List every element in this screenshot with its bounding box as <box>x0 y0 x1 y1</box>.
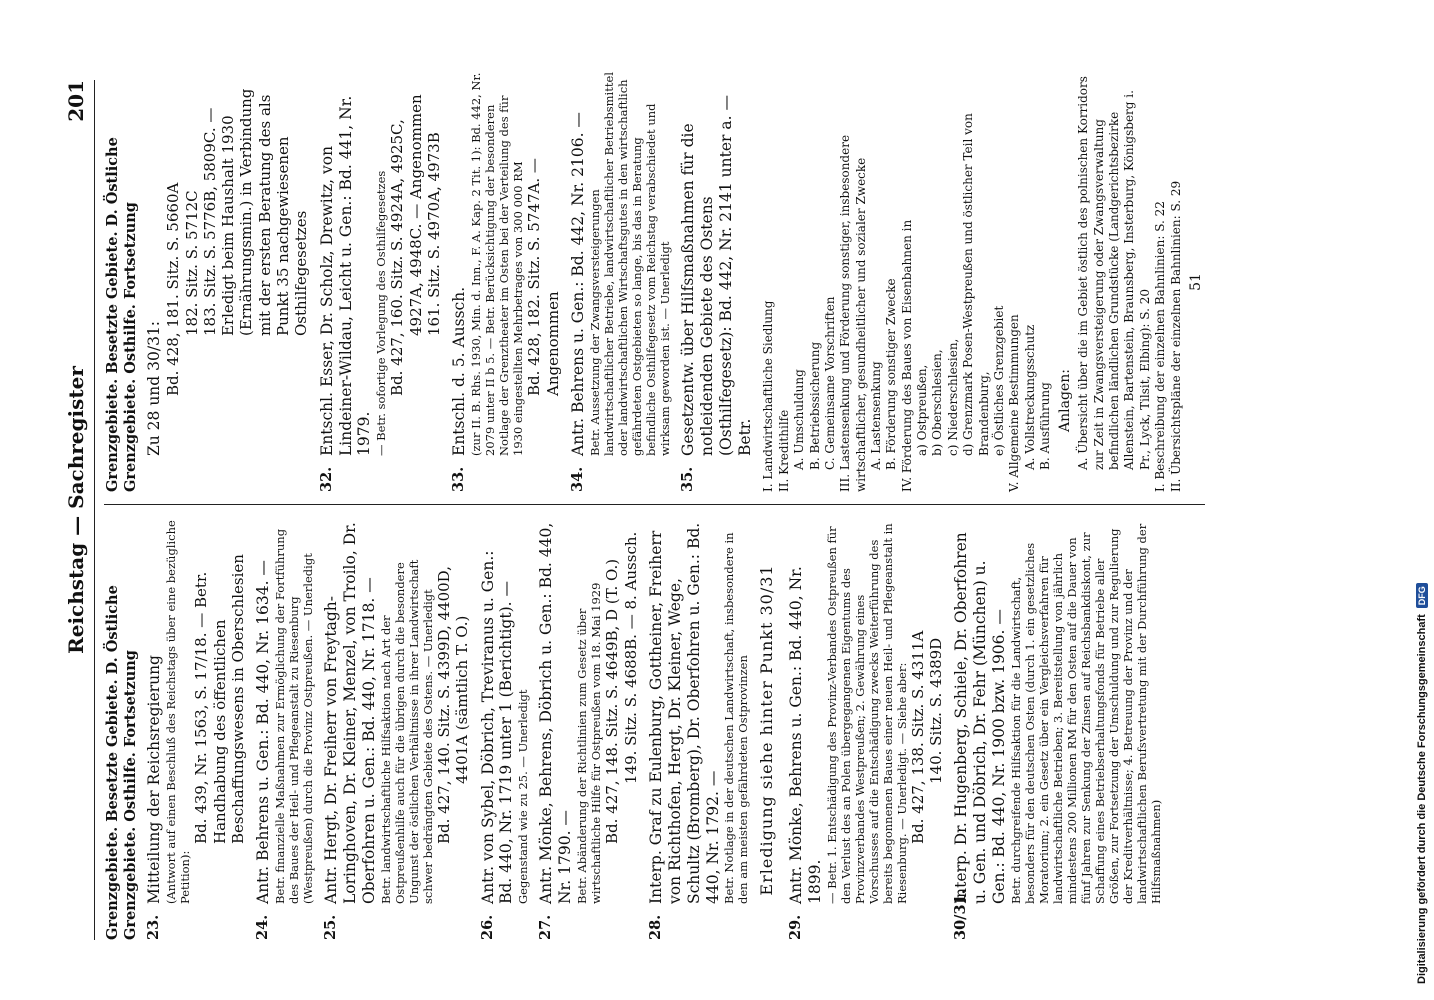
entry-body <box>450 72 562 456</box>
entry-title: Antr. von Sybel, Döbrich, Treviranus u. Gen.: Bd. 440, Nr. 1719 unter 1 (Berichtigt). — <box>478 550 516 904</box>
outline-item: B. Förderung sonstiger Zwecke <box>884 278 899 470</box>
entry-note: Betr. Notlage in der deutschen Landwirtschaft, insbesondere in den am meisten gefährdeten Ostprovinzen <box>722 532 751 904</box>
entry-title: Antr. Behrens u. Gen.: Bd. 440, Nr. 1634. — <box>254 560 273 904</box>
left-column <box>104 520 1170 940</box>
outline-item: II. Kredithilfe <box>776 409 791 492</box>
entry-title: Mitteilung der Reichsregierung <box>145 655 164 904</box>
outline-item: V. Allgemeine Bestimmungen <box>1007 314 1022 492</box>
entry-title: Antr. Behrens u. Gen.: Bd. 442, Nr. 2106. — <box>568 112 587 456</box>
entry-title: Antr. Hergt, Dr. Freiherr von Freytagh-Loringhoven, Dr. Kleiner, Menzel, von Troilo, Dr. Oberfohren u. Gen.: Bd. 440, Nr. 1718. — <box>322 522 378 904</box>
right-entries <box>145 72 754 492</box>
right-column-heading: Grenzgebiete. Besetzte Gebiete. D. Östliche Grenzgebiete. Osthilfe. Fortsetzung <box>104 137 139 492</box>
dfg-logo: DFG <box>1416 583 1428 608</box>
register-entry <box>450 72 562 492</box>
entry-number: 27. <box>537 914 555 940</box>
entry-body <box>679 72 755 456</box>
entry-number: 25. <box>322 914 340 940</box>
anlagen-list <box>1076 72 1184 492</box>
entry-reference: Bd. 428, 182. Sitz. S. 5747A. — Angenommen <box>525 158 562 396</box>
outline-item: c) Niederschlesien, <box>945 338 960 456</box>
outline-item: II. Übersichtspläne der einzelnen Bahnlinien: S. 29 <box>1168 180 1183 492</box>
entry-number <box>145 456 310 492</box>
entry-reference: 4401A (sämtlich T. O.) <box>453 615 472 784</box>
entry-number: 23. <box>145 914 163 940</box>
outline-item: B. Betriebssicherung <box>807 341 822 470</box>
entry-number: 33. <box>450 466 468 492</box>
register-entry <box>952 520 1163 940</box>
digitization-credit <box>1416 583 1428 984</box>
outline-item: a) Ostpreußen, <box>915 364 930 456</box>
credit-text: Digitalisierung gefördert durch die Deutsche Forschungsgemeinschaft <box>1416 614 1428 984</box>
entry-number: 32. <box>317 466 335 492</box>
entry-reference: 182. Sitz. S. 5712C <box>182 190 201 336</box>
outline-item: A. Übersicht über die im Gebiet östlich des polnischen Korridors zur Zeit in Zwangsversteigerung oder Zwangsverwaltung befindlichen ländlichen Grundstücke (Landgerichtsbezirke Allenstein, Bartenstein, Braunsberg, Insterburg, Königsberg i. Pr., Lyck, Tilsit, Elbing): S. 20 <box>1076 76 1152 470</box>
page-number: 201 <box>64 80 88 122</box>
cross-reference: Erledigung siehe hinter Punkt 30/31 <box>757 564 777 896</box>
entry-note: Betr. landwirtschaftliche Hilfsaktion nach Art der Ostpreußenhilfe auch für die übrigen durch die besondere Ungunst der östlichen Verhältnisse in ihrer Landwirtschaft schwer bedrängten Gebiete des Ostens. — Unerledigt <box>378 559 435 904</box>
entry-body <box>952 520 1163 904</box>
outline-item: IV. Förderung des Baues von Eisenbahnen in <box>899 219 914 492</box>
outline-item: e) Östliches Grenzgebiet <box>991 305 1006 456</box>
entry-title: Interp. Graf zu Eulenburg, Gottheiner, Freiherr von Richthofen, Hergt, Dr. Kleiner, Wege, Schultz (Bromberg), Dr. Oberfohren u. Gen.: Bd. 440, Nr. 1792. — <box>646 522 722 904</box>
entry-note: (zur II. B. Rhs. 1930, Min. d. Inn., F. A. Kap. 2 Tit. 1): Bd. 442, Nr. 2079 unter II b 5. — Betr. Berücksichtigung der besonderen Notlage der Grenztheater im Osten bei der Verteilung des für 1930 eingestellten Mehrbetrages von 300 000 RM <box>469 72 526 456</box>
outline-item: I. Beschreibung der einzelnen Bahnlinien: S. 22 <box>1153 201 1168 492</box>
entry-title: Gesetzentw. über Hilfsmaßnahmen für die notleidenden Gebiete des Ostens (Osthilfegesetz): Bd. 442, Nr. 2141 unter a. — Betr. <box>678 95 754 456</box>
entry-body <box>647 520 751 904</box>
outline-item: B. Ausführung <box>1037 382 1052 470</box>
law-outline <box>761 72 1053 492</box>
entry-body <box>787 520 946 904</box>
entry-number: 28. <box>646 914 664 940</box>
entry-body <box>479 520 531 904</box>
register-entry <box>647 520 751 940</box>
right-column <box>104 72 1205 505</box>
register-entry <box>479 520 531 940</box>
entry-note: (Antwort auf einen Beschluß des Reichstags über eine bezügliche Petition): <box>164 520 193 904</box>
entry-body <box>537 520 639 904</box>
entry-title: Zu 28 und 30/31: <box>145 320 164 456</box>
register-entry <box>145 72 310 492</box>
outline-item: d) Grenzmark Posen-Westpreußen und östlicher Teil von Brandenburg, <box>961 113 991 456</box>
outline-item: b) Oberschlesien, <box>930 349 945 456</box>
entry-reference: Erledigt beim Haushalt 1930 (Ernährungsmin.) in Verbindung mit der ersten Beratung des als Punkt 35 nachgewiesenen Osthilfegesetzes <box>219 88 311 336</box>
entry-number: 35. <box>678 466 696 492</box>
entry-reference: 161. Sitz. S. 4970A, 4973B <box>424 132 443 336</box>
register-entry <box>145 520 247 940</box>
entry-title: Antr. Mönke, Behrens u. Gen.: Bd. 440, Nr. 1899. <box>786 566 824 904</box>
entry-body <box>569 72 672 456</box>
anlagen-heading: Anlagen: <box>1057 369 1074 432</box>
entry-reference: Bd. 427, 148. Sitz. S. 4649B, D (T. O.) <box>603 558 622 844</box>
outline-item: I. Landwirtschaftliche Siedlung <box>761 300 776 492</box>
entry-note: Gegenstand wie zu 25. — Unerledigt <box>516 689 531 904</box>
entry-title: Entschl. Esser, Dr. Scholz, Drewitz, von Lindeiner-Wildau, Leicht u. Gen.: Bd. 441, Nr. 1979. <box>317 95 374 456</box>
entry-reference: Bd. 428, 181. Sitz. S. 5660A <box>164 182 183 396</box>
register-entry <box>537 520 639 940</box>
entry-number: 24. <box>254 914 272 940</box>
entry-body <box>145 72 310 456</box>
entry-body <box>254 520 315 904</box>
entry-note: Betr. Aussetzung der Zwangsversteigerungen landwirtschaftlicher Betriebe, landwirtschaftlicher Betriebsmittel oder landwirtschaftlichen Wirtschaftsgutes in den wirtschaftlich gefährdeten Ostgebieten so lange, bis das in Beratung befindliche Osthilfegesetz vom Reichstag verabschiedet und wirksam geworden ist. — Unerledigt <box>587 72 672 456</box>
entry-reference: Bd. 427, 140. Sitz. S. 4399D, 4400D, <box>434 566 453 844</box>
entry-body <box>322 520 471 904</box>
entry-number: 30/31. <box>952 889 970 940</box>
running-head <box>64 80 95 940</box>
entry-number: 29. <box>786 914 804 940</box>
entry-reference: 183. Sitz. S. 5776B, 5809C. — <box>200 107 219 336</box>
outline-item: A. Lastensenkung <box>868 361 883 470</box>
entry-title: Interp. Dr. Hugenberg, Schiele, Dr. Oberfohren u. Gen. und Döbrich, Dr. Fehr (München) u. Gen.: Bd. 440, Nr. 1900 bzw. 1906. — <box>952 532 1009 904</box>
entry-body <box>145 520 247 904</box>
entry-note: Betr. finanzielle Maßnahmen zur Ermöglichung der Fortführung des Baues der Heil- und Pflegeanstalt zu Riesenburg (Westpreußen) durch die Provinz Ostpreußen. — Unerledigt <box>273 528 316 904</box>
register-entry <box>679 72 755 492</box>
register-entry <box>322 520 471 940</box>
entry-body <box>318 72 444 456</box>
left-entries <box>145 520 1163 940</box>
footer-number: 51 <box>1187 273 1204 291</box>
entry-title: Antr. Mönke, Behrens, Döbrich u. Gen.: Bd. 440, Nr. 1790. — <box>537 522 575 904</box>
register-entry <box>787 520 946 940</box>
entry-note: Betr. durchgreifende Hilfsaktion für die Landwirtschaft, besonders für den deutschen Osten (durch 1. ein gesetzliches Moratorium; 2. ein Gesetz über ein Vergleichsverfahren für landwirtschaftliche Betrieben; 3. Bereitstellung von jährlich mindestens 200 Millionen RM für den Osten auf die Dauer von fünf Jahren zur Senkung der Zinsen auf Reichsbankdiskont, zur Schaffung eines Betriebserhaltungsfonds für Betriebe aller Größen, zur Fortsetzung der Umschuldung und zur Regulierung der Kreditverhältnisse; 4. Betreuung der Provinz und der landwirtschaftlichen Berufsvertretung mit der Durchführung der Hilfsmaßnahmen) <box>1009 523 1164 904</box>
document-page <box>60 60 1400 960</box>
entry-number: 34. <box>568 466 586 492</box>
entry-reference: Bd. 427, 138. Sitz. S. 4311A <box>908 630 927 844</box>
outline-item: III. Lastensenkung und Förderung sonstiger, insbesondere wirtschaftlicher, gesundheitlicher und sozialer Zwecke <box>838 134 868 492</box>
entry-reference: Bd. 439, Nr. 1563, S. 17/18. — Betr. Handhabung des öffentlichen Beschaffungswesens in Oberschlesien <box>192 554 247 844</box>
running-head-title: Reichstag — Sachregister <box>64 366 88 654</box>
register-entry <box>569 72 672 492</box>
register-entry <box>318 72 444 492</box>
entry-note: — Betr. 1. Entschädigung des Provinz-Verbandes Ostpreußen für den Verlust des an Polen übergegangenen Eigentums des Provinzverbandes Westpreußen; 2. Gewährung eines Vorschusses auf die Entschädigung zwecks Weiterführung des bereits begonnenen Baues einer neuen Heil- und Pflegeanstalt in Riesenburg. — Unerledigt. — Siehe aber: <box>824 523 909 904</box>
outline-item: A. Vollstreckungsschutz <box>1022 324 1037 470</box>
entry-reference: 4927A, 4948C. — Angenommen <box>406 94 425 336</box>
entry-number: 26. <box>478 914 496 940</box>
entry-note: Betr. Abänderung der Richtlinien zum Gesetz über wirtschaftliche Hilfe für Ostpreußen vom 18. Mai 1929 <box>575 582 604 904</box>
entry-reference: 149. Sitz. S. 4688B. — 8. Aussch. <box>621 531 640 784</box>
entry-note: — Betr. sofortige Vorlegung des Osthilfegesetzes <box>374 170 389 456</box>
register-entry <box>254 520 315 940</box>
left-column-heading: Grenzgebiete. Besetzte Gebiete. D. Östliche Grenzgebiete. Osthilfe. Fortsetzung <box>104 585 139 940</box>
entry-title: Entschl. d. 5. Aussch. <box>450 286 469 456</box>
entry-reference: Bd. 427, 160. Sitz. S. 4924A, 4925C, <box>388 119 407 396</box>
outline-item: A. Umschuldung <box>792 369 807 470</box>
entry-reference: 140. Sitz. S. 4389D <box>927 637 946 784</box>
outline-item: C. Gemeinsame Vorschriften <box>822 296 837 470</box>
